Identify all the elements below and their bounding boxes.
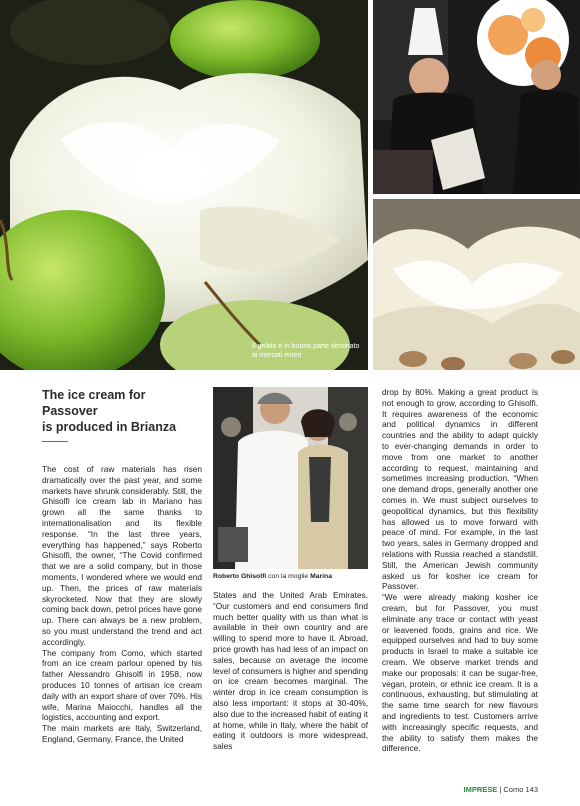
headline-line: Passover <box>42 404 98 418</box>
paragraph: drop by 80%. Making a great product is not enough to grow, according to Ghisolfi. It requires awareness of the economic and political dynamics in different countries and the ability to adapt quickly to ever-changing demands in order to move from one market to another according to request, maintaining and sometimes increasing production. “When one demand drops, generally another one comes in. We must subject ourselves to geopolitical dynamics, but this flexibility has allowed us to move forward with peace of mind. For example, in the last two years, sales in Germany dropped and relations with Russia reached a standstill. Still, the American Jewish community asked us for kosher ice cream for Passover. <box>382 387 538 592</box>
page-footer <box>463 785 538 794</box>
headline-divider <box>42 441 68 442</box>
footer-place: Como <box>503 785 524 794</box>
caption-name: Marina <box>310 573 332 580</box>
paragraph: The main markets are Italy, Switzerland, England, Germany, France, the United <box>42 723 202 744</box>
article-column-1 <box>42 464 202 745</box>
footer-separator: | <box>497 785 504 794</box>
portrait-caption <box>213 573 371 581</box>
paragraph: The company from Como, which started from an ice cream parlour opened by his father Alessandro Ghisolfi in 1958, now produces 10 tonnes of artisan ice cream daily with an export share of over 70%. His wife, Marina Maiocchi, handles all the logistics, accounting and export. <box>42 647 202 723</box>
caption-name: Roberto Ghisolfi <box>213 573 267 580</box>
page-number: 143 <box>525 785 538 794</box>
article-headline <box>42 387 202 435</box>
section-label: IMPRESE <box>463 785 498 794</box>
headline-line: The ice cream for <box>42 388 146 402</box>
paragraph: The cost of raw materials has risen dramatically over the past year, and some markets have shrunk considerably. Still, the Ghisolfi ice cream lab in Mariano has grown all the same thanks to internationalisation and its flexible response. “In the last three years, everything has happened,” says Roberto Ghisolfi, the owner, “The Covid confirmed that we are a solid company, but in those moments, I wondered where we would end up. Then, the prices of raw materials skyrocketed. Now that they are slowly coming back down, petrol prices have gone up. There can always be a new problem, so you must understand the trend and act accordingly. <box>42 464 202 647</box>
owner-portrait-photo <box>213 387 368 569</box>
caption-text: con la moglie <box>266 573 311 580</box>
article-column-3 <box>382 387 538 754</box>
chef-demonstration-photo <box>373 0 580 194</box>
paragraph: “We were already making kosher ice cream, but for Passover, you must eliminate any trace or contact with yeast or leavened foods, grains and rice. We equipped ourselves and had to buy some products in Israel to make a suitable ice cream. We observe market trends and make our proposals: it can be sugar-free, vegan, protein, or ethnic ice cream. It is a continuous, exhausting, but stimulating at the same time search for new flavours and ingredients to test. Customers arrive with increasingly specific requests, and the ability to satisfy them makes the difference. <box>382 592 538 754</box>
article-column-2 <box>213 590 368 752</box>
photo-caption: Il gelato è in buona parte destinato ai mercati esteri <box>252 343 360 359</box>
headline-line: is produced in Brianza <box>42 420 177 434</box>
ice-cream-apple-photo <box>0 0 368 370</box>
paragraph: States and the United Arab Emirates. “Our customers and end consumers find much better quality with us than what is available in their own country and are willing to spend more to have it. Abroad, price growth has had less of an impact on sales, because on average the income level of consumers is higher and spending on ice cream becomes marginal. The winter drop in ice cream consumption is also less important: it stops at 30-40%, also due to the increased habit of eating it at home, while in Italy, where the habit of eating it outdoors is more widespread, sales <box>213 590 368 752</box>
ice-cream-closeup-photo <box>373 199 580 370</box>
